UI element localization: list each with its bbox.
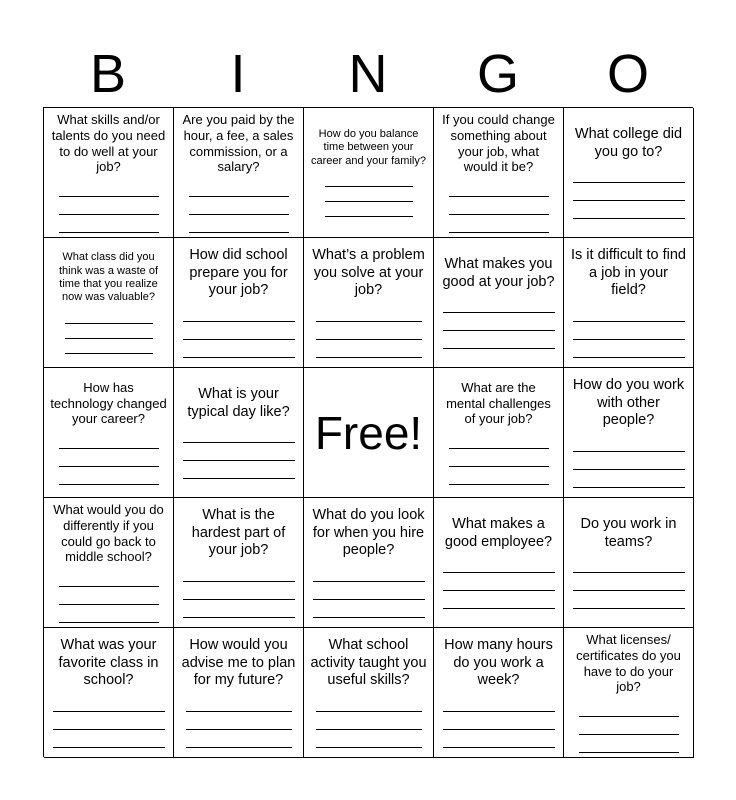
bingo-cell [174,238,304,368]
answer-lines [579,699,679,753]
header-letter-i: I [230,44,246,104]
bingo-cell [174,108,304,238]
answer-line[interactable] [59,197,159,215]
bingo-question: What is the hardest part of your job? [191,506,286,559]
bingo-question: How do you work with other people? [572,376,685,429]
answer-line[interactable] [183,582,295,600]
answer-lines [443,694,555,748]
bingo-cell [564,238,694,368]
bingo-cell [304,628,434,758]
answer-line[interactable] [53,730,165,748]
answer-line[interactable] [313,582,425,600]
answer-line[interactable] [449,467,549,485]
header-letter-b: B [89,44,127,104]
answer-line[interactable] [316,340,422,358]
answer-line[interactable] [325,202,413,217]
answer-line[interactable] [573,165,685,183]
bingo-cell [434,108,564,238]
answer-lines [449,431,549,485]
bingo-cell [44,368,174,498]
answer-lines [183,304,295,358]
answer-line[interactable] [189,197,289,215]
bingo-cell [44,238,174,368]
answer-lines [443,295,555,349]
answer-line[interactable] [573,573,685,591]
header-letter-o: O [606,44,649,104]
bingo-cell [44,498,174,628]
answer-line[interactable] [443,331,555,349]
bingo-question: Do you work in teams? [580,515,677,550]
answer-line[interactable] [449,197,549,215]
answer-line[interactable] [183,322,295,340]
answer-lines [65,309,153,354]
bingo-cell [564,628,694,758]
bingo-header [43,44,693,104]
answer-line[interactable] [443,555,555,573]
answer-lines [53,694,165,748]
bingo-cell [44,108,174,238]
answer-line[interactable] [65,324,153,339]
answer-line[interactable] [186,694,292,712]
answer-line[interactable] [59,215,159,233]
bingo-cell [174,368,304,498]
answer-lines [183,564,295,618]
bingo-cell [434,498,564,628]
bingo-question: If you could change something about your job, what would it be? [442,111,555,175]
answer-lines [573,434,685,488]
bingo-question: What are the mental challenges of your job? [446,379,551,427]
answer-line[interactable] [313,600,425,618]
answer-lines [443,555,555,609]
answer-lines [316,694,422,748]
answer-line[interactable] [183,425,295,443]
answer-line[interactable] [183,340,295,358]
bingo-cell [304,238,434,368]
answer-line[interactable] [59,605,159,623]
answer-line[interactable] [449,449,549,467]
free-space-cell [304,368,434,498]
answer-line[interactable] [443,712,555,730]
bingo-question: What is your typical day like? [187,385,290,420]
answer-line[interactable] [53,712,165,730]
bingo-cell [44,628,174,758]
answer-line[interactable] [573,470,685,488]
answer-lines [183,425,295,479]
bingo-question: What’s a problem you solve at your job? [312,246,425,299]
answer-line[interactable] [443,295,555,313]
answer-lines [325,172,413,217]
answer-line[interactable] [449,179,549,197]
answer-line[interactable] [325,187,413,202]
answer-line[interactable] [316,322,422,340]
bingo-question: What makes you good at your job? [442,255,555,290]
answer-line[interactable] [579,699,679,717]
answer-line[interactable] [59,569,159,587]
bingo-cell [434,238,564,368]
bingo-question: What was your favorite class in school? [58,636,159,689]
bingo-question: What school activity taught you useful skills? [310,636,427,689]
answer-line[interactable] [443,694,555,712]
answer-lines [573,165,685,219]
answer-lines [449,179,549,233]
bingo-question: What do you look for when you hire people? [312,506,425,559]
bingo-cell [304,498,434,628]
bingo-question: How many hours do you work a week? [444,636,553,689]
answer-lines [573,555,685,609]
bingo-grid [43,107,693,757]
answer-line[interactable] [183,564,295,582]
answer-line[interactable] [573,322,685,340]
answer-line[interactable] [186,730,292,748]
answer-lines [316,304,422,358]
bingo-cell [564,368,694,498]
answer-line[interactable] [443,313,555,331]
answer-line[interactable] [573,434,685,452]
bingo-question: What licenses/ certificates do you have to do your job? [576,631,681,695]
answer-line[interactable] [53,694,165,712]
bingo-cell [434,368,564,498]
free-space-label: Free! [314,406,423,459]
answer-line[interactable] [573,183,685,201]
bingo-question: What college did you go to? [574,125,683,160]
answer-line[interactable] [186,712,292,730]
answer-line[interactable] [449,215,549,233]
answer-line[interactable] [316,730,422,748]
answer-line[interactable] [189,215,289,233]
answer-line[interactable] [573,201,685,219]
answer-line[interactable] [316,712,422,730]
bingo-cell [434,628,564,758]
answer-lines [189,179,289,233]
bingo-question: What class did you think was a waste of time that you realize now was valuable? [58,251,159,304]
answer-line[interactable] [316,694,422,712]
bingo-question: What makes a good employee? [444,515,553,550]
answer-lines [59,431,159,485]
answer-line[interactable] [59,467,159,485]
answer-line[interactable] [65,309,153,324]
answer-line[interactable] [573,555,685,573]
answer-lines [573,304,685,358]
bingo-cell [304,108,434,238]
answer-line[interactable] [59,449,159,467]
answer-line[interactable] [443,730,555,748]
answer-line[interactable] [183,304,295,322]
answer-line[interactable] [443,591,555,609]
answer-line[interactable] [316,304,422,322]
answer-line[interactable] [313,564,425,582]
answer-line[interactable] [449,431,549,449]
answer-line[interactable] [65,339,153,354]
answer-line[interactable] [59,587,159,605]
answer-line[interactable] [573,340,685,358]
answer-line[interactable] [183,461,295,479]
bingo-question: How did school prepare you for your job? [189,246,288,299]
header-letter-n: N [348,44,388,104]
answer-line[interactable] [443,573,555,591]
answer-line[interactable] [183,443,295,461]
answer-line[interactable] [579,717,679,735]
answer-line[interactable] [573,591,685,609]
answer-line[interactable] [573,452,685,470]
answer-line[interactable] [579,735,679,753]
header-letter-g: G [476,44,519,104]
answer-line[interactable] [573,304,685,322]
bingo-question: Are you paid by the hour, a fee, a sales commission, or a salary? [182,111,295,175]
bingo-cell [174,628,304,758]
bingo-question: How would you advise me to plan for my future? [181,636,296,689]
answer-line[interactable] [183,600,295,618]
bingo-question: Is it difficult to find a job in your field? [571,246,686,299]
answer-line[interactable] [325,172,413,187]
bingo-question: How do you balance time between your career and your family? [311,127,426,167]
answer-lines [186,694,292,748]
bingo-question: What skills and/or talents do you need to do well at your job? [51,111,166,175]
bingo-cell [564,498,694,628]
answer-line[interactable] [59,431,159,449]
bingo-question: What would you do differently if you could go back to middle school? [53,501,164,565]
bingo-cell [564,108,694,238]
bingo-cell [174,498,304,628]
answer-line[interactable] [189,179,289,197]
answer-lines [59,569,159,623]
bingo-question: How has technology changed your career? [50,379,167,427]
answer-lines [59,179,159,233]
answer-line[interactable] [59,179,159,197]
answer-lines [313,564,425,618]
